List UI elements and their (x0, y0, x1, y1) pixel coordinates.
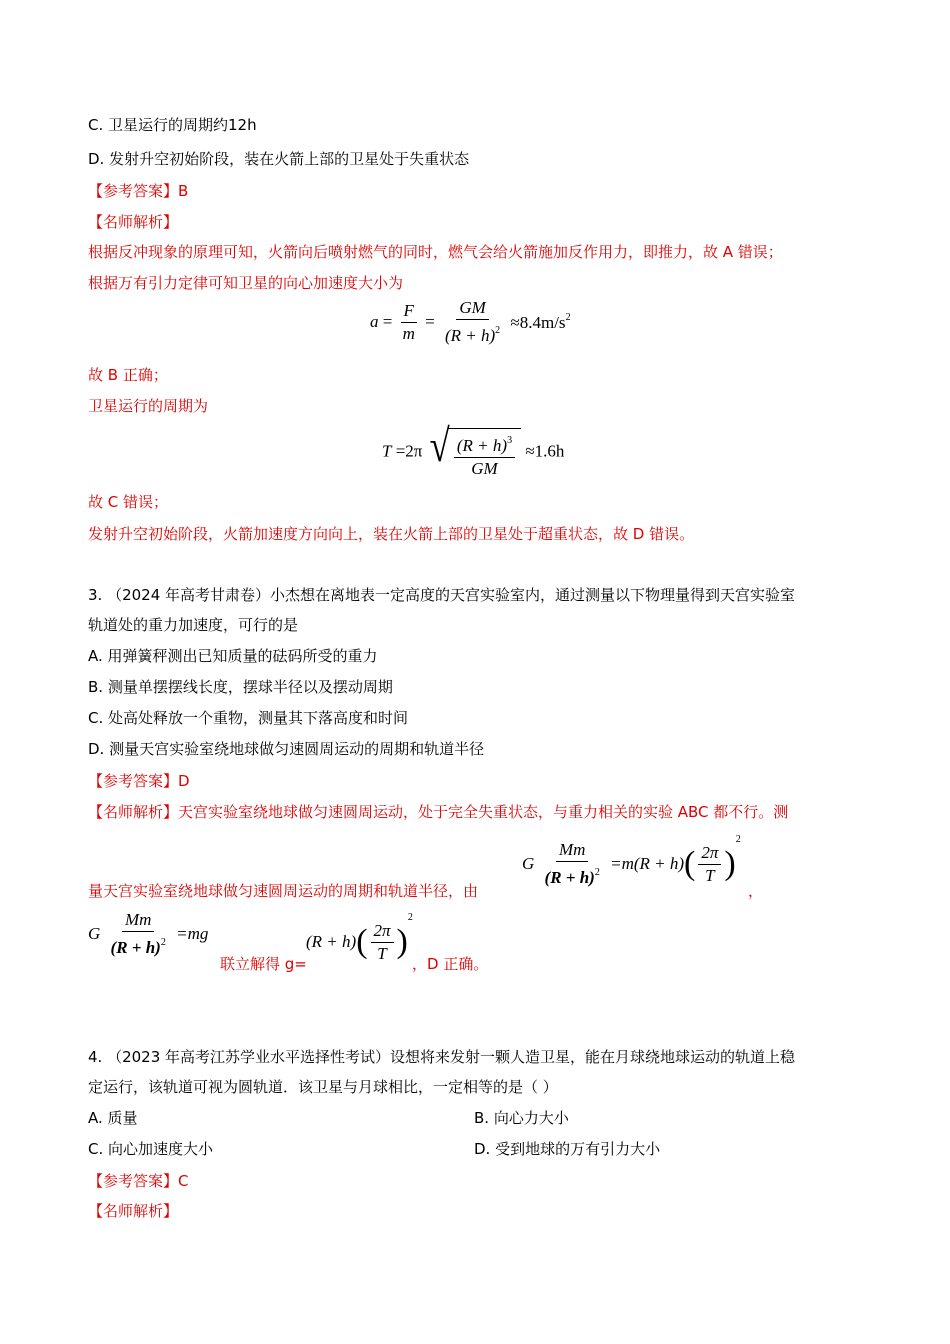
q2-analysis-label: 【名师解析】 (88, 213, 179, 231)
q2-answer: 【参考答案】B (88, 182, 189, 200)
eqa-g: G (522, 854, 535, 874)
eq1-f-num: F (401, 301, 417, 323)
q2-equation-period (382, 420, 565, 479)
q2-analysis-p6: 发射升空初始阶段，火箭加速度方向向上，装在火箭上部的卫星处于超重状态，故 D 错误。 (88, 525, 695, 543)
eq1-exp: 2 (495, 325, 501, 336)
eq2-den: GM (471, 459, 498, 478)
q3-equation-gravity-mg (88, 910, 208, 958)
eqa-den: (R + h) (544, 868, 595, 888)
eqa-pden: T (705, 865, 715, 885)
q3-option-b: B. 测量单摆摆线长度，摆球半径以及摆动周期 (88, 678, 393, 696)
eq1-frac-gm (442, 298, 503, 346)
q2-equation-acceleration: a = $\frac{F}{m}$ = $\frac{GM}{(R + h)^2}$ $\approx 8.4m/s^2$ (370, 298, 571, 345)
q3-analysis-line1: 【名师解析】天宫实验室绕地球做匀速圆周运动，处于完全失重状态，与重力相关的实验 ABC 都不行。测 (88, 803, 789, 821)
q4-answer: 【参考答案】C (88, 1172, 189, 1190)
q2-option-c: C. 卫星运行的周期约12h (88, 116, 257, 134)
eqa-pexp: 2 (735, 834, 741, 845)
q4-analysis-label: 【名师解析】 (88, 1202, 179, 1220)
eq1-frac-f-m (400, 301, 418, 344)
eq1-g-den: (R + h) (444, 326, 496, 345)
eqa-pnum: 2π (698, 843, 721, 865)
eqb-den: (R + h) (110, 938, 161, 957)
q4-option-b: B. 向心力大小 (474, 1109, 569, 1127)
q4-stem-line1: 4. （2023 年高考江苏学业水平选择性考试）设想将来发射一颗人造卫星，能在月球绕地球运动的轨道上稳 (88, 1048, 796, 1066)
eqc-pexp: 2 (407, 912, 413, 923)
q3-equation-g-result: (R + h)( $\frac{2\pi}{T}$ )$^2$ (306, 912, 413, 963)
eq2-num: (R + h) (456, 436, 508, 455)
eqc-pden: T (377, 943, 387, 963)
eq1-unit-exp: 2 (565, 311, 571, 323)
eq1-f-den: m (402, 323, 415, 343)
q3-option-c: C. 处高处释放一个重物，测量其下落高度和时间 (88, 709, 409, 727)
eqa-exp: 2 (594, 867, 600, 879)
q3-analysis-comma: ， (748, 882, 764, 900)
q3-stem-line1: 3. （2024 年高考甘肃卷）小杰想在离地表一定高度的天宫实验室内，通过测量以下物理量得到天宫实验室 (88, 586, 796, 604)
q3-equation-gravity-period: G $\frac{Mm}{(R + h)^2}$ =m(R + h)( $\frac{2\pi}{T}$ )$^2$ (522, 834, 741, 888)
eqb-rhs: =mg (176, 924, 209, 943)
eqb-g: G (88, 924, 101, 943)
q3-analysis-line2: 量天宫实验室绕地球做匀速圆周运动的周期和轨道半径，由 (88, 882, 479, 900)
q2-analysis-p4: 卫星运行的周期为 (88, 397, 209, 415)
eq2-coef: =2π (395, 441, 423, 461)
q2-analysis-p1: 根据反冲现象的原理可知，火箭向后喷射燃气的同时，燃气会给火箭施加反作用力，即推力，故 A 错误； (88, 243, 783, 261)
q4-stem-line2: 定运行，该轨道可视为圆轨道．该卫星与月球相比，一定相等的是（ ） (88, 1078, 558, 1096)
eq1-g-num: GM (456, 298, 488, 320)
q2-option-d: D. 发射升空初始阶段，装在火箭上部的卫星处于失重状态 (88, 150, 470, 168)
q2-analysis-p2: 根据万有引力定律可知卫星的向心加速度大小为 (88, 274, 404, 292)
eq2-sqrt: √ $\frac{(R + h)^3}{GM}$ (427, 424, 521, 479)
eqa-rhs: =m(R + h) (610, 854, 685, 874)
q3-option-a: A. 用弹簧秤测出已知质量的砝码所受的重力 (88, 647, 378, 665)
q3-joint-solution: 联立解得 g= (220, 955, 307, 973)
q4-option-a: A. 质量 (88, 1109, 138, 1127)
q4-option-d: D. 受到地球的万有引力大小 (474, 1140, 661, 1158)
eq2-lhs: T (382, 441, 392, 461)
q2-analysis-p5: 故 C 错误； (88, 493, 169, 511)
eqa-num: Mm (556, 840, 588, 862)
q3-conclusion: ，D 正确。 (412, 955, 489, 973)
eqc-pnum: 2π (371, 921, 394, 943)
eq2-result: ≈1.6h (525, 441, 565, 461)
eqb-exp: 2 (160, 937, 166, 948)
q3-stem-line2: 轨道处的重力加速度，可行的是 (88, 616, 299, 634)
eq2-num-exp: 3 (507, 435, 513, 446)
eq1-lhs: a (370, 312, 379, 331)
eqb-num: Mm (122, 910, 154, 932)
q4-option-c: C. 向心加速度大小 (88, 1140, 214, 1158)
eqc-pre: (R + h) (306, 932, 357, 952)
q3-option-d: D. 测量天宫实验室绕地球做匀速圆周运动的周期和轨道半径 (88, 740, 485, 758)
q2-analysis-p3: 故 B 正确； (88, 366, 168, 384)
eq1-result: ≈8.4m/s (510, 312, 566, 332)
q3-answer: 【参考答案】D (88, 772, 190, 790)
